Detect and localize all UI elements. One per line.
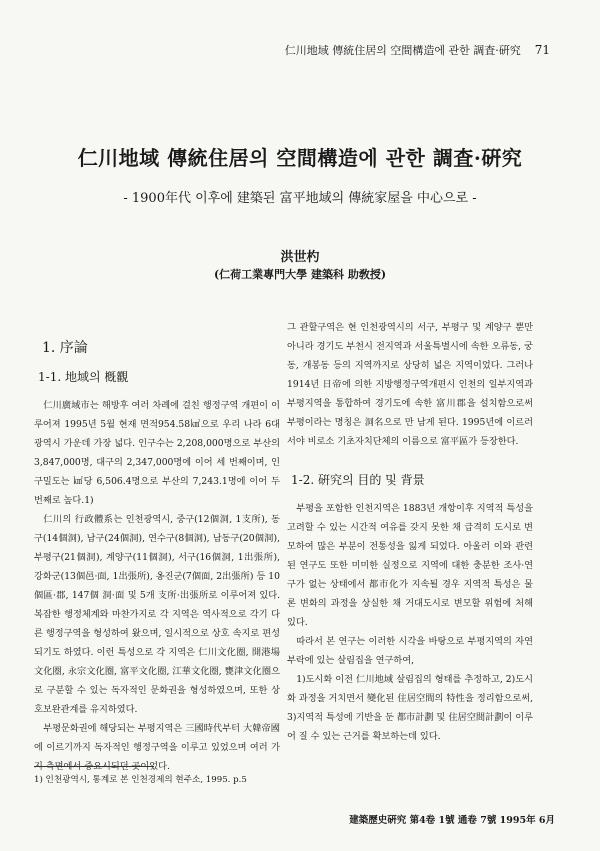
page-number: 71 xyxy=(534,43,550,57)
paragraph: 부평문화권에 해당되는 부평지역은 三國時代부터 大韓帝國에 이르기까지 독자적인 행정구역을 이루고 있었으며 여러 가지 측면에서 중요시되던 곳이었다. xyxy=(34,723,280,772)
paper-title: 仁川地域 傳統住居의 空間構造에 관한 調査·硏究 xyxy=(77,146,523,170)
paragraph: 그 관할구역은 현 인천광역시의 서구, 부평구 및 계양구 뿐만 아니라 경기도 부천시 전지역과 서울특별시에 속한 오류동, 궁동, 개봉동 등의 지역까지로 상당히 넓은 지역이었다. 그러나 1914년 日帝에 의한 지방행정구역개편시 인천의 일부지역과 부평지역을 통합하여 경기도에 속한 富川郡을 설치함으로써 부평이라는 명칭은 洞名으로 만 남게 된다. 1995년에 이르러 서야 비로소 기초자치단체의 이름으로 富平區가 등장한다. xyxy=(287,322,533,447)
subsection-heading-overview: 1-1. 地域의 槪觀 xyxy=(38,370,129,384)
left-column xyxy=(34,318,280,776)
author-affiliation: (仁荷工業專門大學 建築科 助敎授) xyxy=(213,268,387,281)
paper-subtitle: - 1900年代 이후에 建築된 富平地域의 傳統家屋을 中心으로 - xyxy=(123,191,477,206)
paragraph: 따라서 본 연구는 이러한 시각을 바탕으로 부평지역의 자연부락에 있는 살림집을 연구하여, xyxy=(287,636,533,666)
running-head xyxy=(250,42,550,58)
right-column xyxy=(287,318,533,746)
footnote-rule xyxy=(34,766,154,767)
paragraph: 1)도시화 이전 仁川地域 살림집의 형태를 추정하고, 2)도시화 과정을 거치면서 變化된 住居空間의 特性을 정리함으로써, 3)지역적 특성에 기반을 둔 都市計劃 및 住居空間計劃이 이루어 질 수 있는 근거를 확보하는데 있다. xyxy=(287,674,533,742)
section-heading-introduction: 1. 序論 xyxy=(42,340,88,356)
author-name: 洪世杓 xyxy=(280,250,320,265)
paragraph: 부평을 포함한 인천지역은 1883년 개항이후 지역적 특성을 고려할 수 있는 시간적 여유를 갖지 못한 채 급격히 도시로 변모하여 많은 부분이 전통성을 잃게 되었다. 아울러 이와 관련된 연구도 또한 미미한 실정으로 지역에 대한 충분한 조사·연구가 없는 상태에서 都市化가 지속될 경우 지역적 특성은 물론 변화의 과정을 상실한 채 거대도시로 변모할 위험에 처해 있다. xyxy=(287,503,533,628)
running-title: 仁川地域 傳統住居의 空間構造에 관한 調査·硏究 xyxy=(284,44,521,57)
subsection-heading-purpose: 1-2. 硏究의 目的 및 背景 xyxy=(291,473,425,487)
footnote: 1) 인천광역시, 통계로 본 인천경제의 현주소, 1995. p.5 xyxy=(34,775,247,785)
paragraph: 仁川廣域市는 해방후 여러 차례에 걸친 행정구역 개편이 이루어져 1995년 5월 현재 면적954.58㎢으로 우리 나라 6대 광역시 가운데 가장 넓다. 인구수는 2,208,000명으로 부산의 3,847,000명, 대구의 2,347,000명에 이어 세 번째이며, 인구밀도는 ㎢당 6,506.4명으로 부산의 7,243.1명에 이어 두 번째로 높다.1) xyxy=(34,400,280,506)
paragraph: 仁川의 行政體系는 인천광역시, 중구(12個洞, 1支所), 동구(14個洞), 남구(24個洞), 연수구(8個洞), 남동구(20個洞), 부평구(21個洞), 계양구(11個洞), 서구(16個洞, 1出張所), 강화군(13個邑·面, 1出張所), 옹진군(7個面, 2出張所) 등 10個區·郡, 147個 洞·面 및 5개 支所·出張所로 이루어져 있다. 복잡한 행정체계와 마찬가지로 각 지역은 역사적으로 각기 다른 행정구역을 형성하여 왔으며, 일시적으로 상호 속지로 편성되기도 하였다. 이런 특성으로 각 지역은 仁川文化圈, 開港場文化圈, 永宗文化圈, 富平文化圈, 江華文化圈, 甕津文化圈으로 구분할 수 있는 독자적인 문화권을 형성하였으며, 또한 상호보완관계를 유지하였다. xyxy=(34,514,280,715)
journal-citation: 建築歷史硏究 第4卷 1號 通卷 7號 1995年 6月 xyxy=(349,815,555,826)
